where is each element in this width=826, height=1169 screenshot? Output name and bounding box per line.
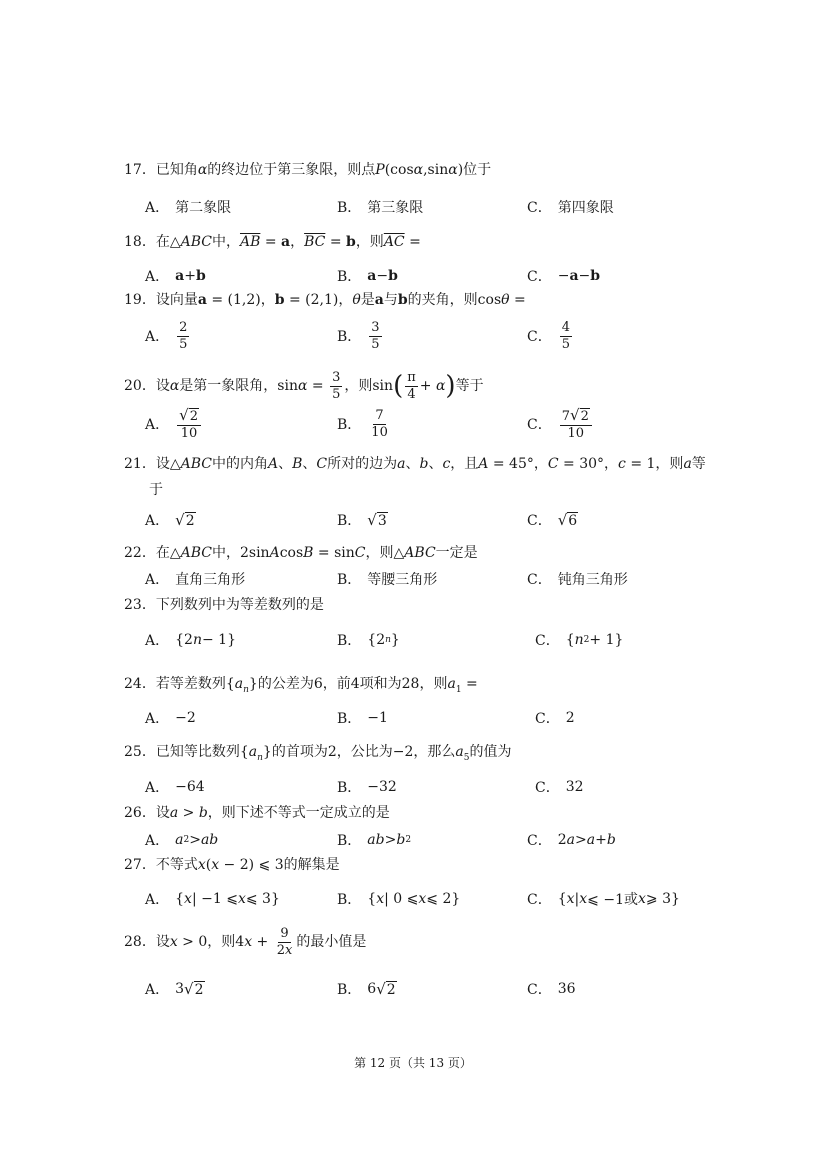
question-23-stem: 23．下列数列中为等差数列的是 [124,597,324,613]
question-17-stem: 17．已知角α的终边位于第三象限，则点P(cosα,sinα)位于 [124,162,492,178]
option-a[interactable]: A． a + b [145,268,206,285]
option-a[interactable]: A． −64 [145,779,205,796]
question-24-options [145,698,765,738]
option-b[interactable]: B． 第三象限 [337,200,424,216]
option-b[interactable]: B． {2 n } [337,632,400,649]
question-23-options [145,620,765,660]
question-19-options [145,316,765,356]
question-22-stem: 22．在△ABC中，2sinAcosB = sinC，则△ABC一定是 [124,545,478,561]
option-a[interactable]: A． a 2 > ab [145,832,219,849]
option-b[interactable]: B． ab > b 2 [337,832,412,849]
option-a[interactable]: A． $\frac{2}{5}$ [145,319,188,352]
question-20-stem: 20．设α是第一象限角，sinα = $\frac{3}{5}$ ，则sin( $\frac{\pi}{4}$ + α)等于 [124,369,484,402]
question-18-options [145,256,765,296]
page-footer: 第 12 页（共 13 页） [354,1056,472,1070]
question-21-options [145,500,765,540]
option-c[interactable]: C． − a − b [527,268,601,285]
question-27-options [145,879,765,919]
option-c[interactable]: C． { x | x ⩽ −1或 x ⩾ 3} [527,891,680,908]
question-25-options [145,767,765,807]
question-24-stem: 24．若等差数列$\{a_n\}$的公差为6，前4项和为28，则$a_1$ = [124,676,478,695]
question-19-stem: 19．设向量a = (1,2)，b = (2,1)，θ是a与b的夹角，则cosθ = [124,292,526,308]
question-26-stem: 26．设a > b，则下述不等式一定成立的是 [124,805,390,821]
option-c[interactable]: C． 32 [535,779,584,796]
question-17-options [145,187,765,227]
option-b[interactable]: B． 等腰三角形 [337,572,438,588]
option-a[interactable]: A． $\frac{√2}{10}$ [145,404,203,444]
question-21-stem: 21．设△ABC中的内角A、B、C所对的边为a、b、c，且A = 45°，C = 30°，c = 1，则a等 于 [124,456,706,498]
question-25-stem: 25．已知等比数列$\{a_n\}$的首项为2，公比为−2，那么$a_5$的值为 [124,744,512,763]
option-a[interactable]: A． 第二象限 [145,200,232,216]
option-c[interactable]: C． 钝角三角形 [527,572,628,588]
option-c[interactable]: C． 2 a > a + b [527,832,616,849]
option-a[interactable]: A． {2 n − 1} [145,632,236,649]
question-26-options [145,820,765,860]
option-b[interactable]: B． { x | 0 ⩽ x ⩽ 2} [337,891,461,908]
option-b[interactable]: B． $\frac{3}{5}$ [337,319,380,352]
question-28-stem: 28．设x > 0，则4x + $\frac{9}{2x}$ 的最小值是 [124,925,367,958]
option-c[interactable]: C． 2 [535,710,575,727]
question-22-options [145,559,765,599]
question-20-options [145,404,765,444]
option-a[interactable]: A． 3 √ 2 [145,980,204,998]
option-b[interactable]: B． −32 [337,779,397,796]
option-b[interactable]: B． a − b [337,268,398,285]
option-a[interactable]: A． { x | −1 ⩽ x ⩽ 3} [145,891,280,908]
option-b[interactable]: B． 6 √ 2 [337,980,396,998]
option-a[interactable]: A． 直角三角形 [145,572,246,588]
option-c[interactable]: C． $\frac{7√2}{10}$ [527,404,594,444]
option-b[interactable]: B． $\frac{7}{10}$ [337,407,388,440]
question-18-stem: 18．在△ABC中，$\overline{AB} = a$，$\overline{BC} = b$，则$\overline{AC}$ = [124,234,421,250]
option-b[interactable]: B． √ 3 [337,511,387,529]
option-a[interactable]: A． −2 [145,710,196,727]
option-c[interactable]: C． { n 2 + 1} [535,632,624,649]
option-c[interactable]: C． √ 6 [527,511,578,529]
question-27-stem: 27．不等式x(x − 2) ⩽ 3的解集是 [124,857,340,873]
option-c[interactable]: C． 第四象限 [527,200,614,216]
option-c[interactable]: C． $\frac{4}{5}$ [527,319,570,352]
option-c[interactable]: C． 36 [527,981,576,998]
option-b[interactable]: B． −1 [337,710,388,727]
option-a[interactable]: A． √ 2 [145,511,195,529]
question-28-options [145,969,765,1009]
